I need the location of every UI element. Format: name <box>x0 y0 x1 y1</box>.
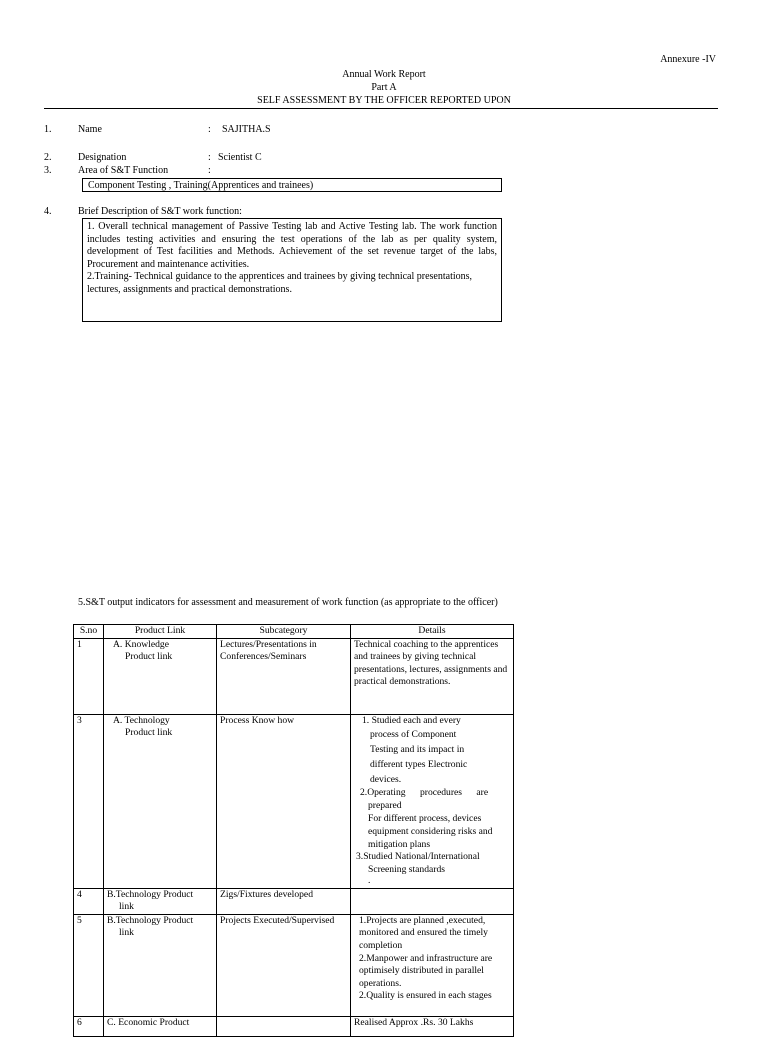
field-number-area: 3. <box>44 165 52 176</box>
cell-details <box>351 714 514 888</box>
details-line: For different process, devices equipment considering risks and mitigation plans <box>368 812 493 850</box>
cell-subcategory: Projects Executed/Supervised <box>217 914 351 1016</box>
designation-separator: : <box>208 152 211 163</box>
col-header-details: Details <box>351 625 514 639</box>
field-number-name: 1. <box>44 124 52 135</box>
details-line: different types Electronic <box>370 759 468 771</box>
details-line: Testing and its impact in <box>370 744 465 756</box>
cell-product-link: C. Economic Product <box>104 1016 217 1036</box>
area-separator: : <box>208 165 211 176</box>
table-row <box>74 714 514 888</box>
product-link-line-2: Product link <box>125 651 173 663</box>
details-line: Screening standards <box>368 864 445 876</box>
area-value-box: Component Testing , Training(Apprentices and trainees) <box>82 178 502 192</box>
section-5-heading: 5.S&T output indicators for assessment and measurement of work function (as appropriate to the officer) <box>78 597 498 608</box>
table-header-row <box>74 625 514 639</box>
cell-sno: 5 <box>74 914 104 1016</box>
cell-details <box>351 914 514 1016</box>
brief-description-para-1: 1. Overall technical management of Passive Testing lab and Active Testing lab. The work function includes testing activities and ensuring the test operations of the lab as per quality system, development of Test facilities and Methods. Achievement of the set revenue target of the labs, Procurement and maintenance activities. <box>87 221 497 270</box>
product-link-line-1: B.Technology Product <box>107 914 194 926</box>
cell-product-link <box>104 638 217 714</box>
header-divider <box>44 108 718 109</box>
details-line: prepared <box>368 800 402 812</box>
details-line: 2.Manpower and infrastructure are optimisely distributed in parallel operations. <box>359 952 493 989</box>
details-line: 2.Quality is ensured in each stages <box>359 990 492 1002</box>
title-line-2: Part A <box>371 82 397 93</box>
col-header-subcategory: Subcategory <box>217 625 351 639</box>
cell-product-link <box>104 914 217 1016</box>
cell-details <box>351 888 514 914</box>
cell-sno: 3 <box>74 714 104 888</box>
output-indicators-table <box>73 624 514 1037</box>
name-label: Name <box>78 124 102 135</box>
title-line-3: SELF ASSESSMENT BY THE OFFICER REPORTED UPON <box>257 95 511 106</box>
title-line-1: Annual Work Report <box>342 69 426 80</box>
cell-product-link <box>104 714 217 888</box>
annexure-label: Annexure -IV <box>660 54 716 65</box>
area-label: Area of S&T Function <box>78 165 169 176</box>
table-row <box>74 914 514 1016</box>
cell-sno: 1 <box>74 638 104 714</box>
product-link-line-1: A. Knowledge <box>113 638 169 650</box>
brief-description-label: Brief Description of S&T work function: <box>78 206 242 217</box>
cell-subcategory: Lectures/Presentations in Conferences/Seminars <box>217 638 351 714</box>
product-link-line-1: B.Technology Product <box>107 888 194 900</box>
field-number-brief: 4. <box>44 206 52 217</box>
designation-value: Scientist C <box>218 152 262 163</box>
brief-description-box <box>82 218 502 322</box>
product-link-line-2: Product link <box>125 727 173 739</box>
details-line: devices. <box>370 774 402 786</box>
product-link-line-2: link <box>119 927 134 939</box>
name-value: SAJITHA.S <box>222 124 271 135</box>
col-header-sno: S.no <box>74 625 104 639</box>
cell-details: Realised Approx .Rs. 30 Lakhs <box>351 1016 514 1036</box>
details-line: . <box>368 874 371 886</box>
product-link-line-2: link <box>119 901 134 913</box>
product-link-line-1: A. Technology <box>113 714 170 726</box>
details-line: 2.Operating procedures are <box>360 787 489 799</box>
name-separator: : <box>208 124 211 135</box>
details-line: 1.Projects are planned ,executed, monitored and ensured the timely completion <box>359 914 488 951</box>
table-row <box>74 888 514 914</box>
table-row <box>74 638 514 714</box>
cell-subcategory: Process Know how <box>217 714 351 888</box>
details-line: 3.Studied National/International <box>356 851 480 863</box>
cell-product-link <box>104 888 217 914</box>
cell-subcategory: Zigs/Fixtures developed <box>217 888 351 914</box>
designation-label: Designation <box>78 152 127 163</box>
cell-subcategory <box>217 1016 351 1036</box>
cell-details <box>351 638 514 714</box>
details-line: Technical coaching to the apprentices and trainees by giving technical presentations, lectures, assignments and practical demonstrations. <box>354 638 508 688</box>
cell-sno: 6 <box>74 1016 104 1036</box>
cell-sno: 4 <box>74 888 104 914</box>
details-line: process of Component <box>370 729 457 741</box>
col-header-product-link: Product Link <box>104 625 217 639</box>
table-row <box>74 1016 514 1036</box>
details-line: 1. Studied each and every <box>362 714 461 726</box>
report-title <box>0 68 768 107</box>
field-number-designation: 2. <box>44 152 52 163</box>
brief-description-para-2: 2.Training- Technical guidance to the apprentices and trainees by giving technical presentations, lectures, assignments and practical demonstrations. <box>87 271 473 295</box>
